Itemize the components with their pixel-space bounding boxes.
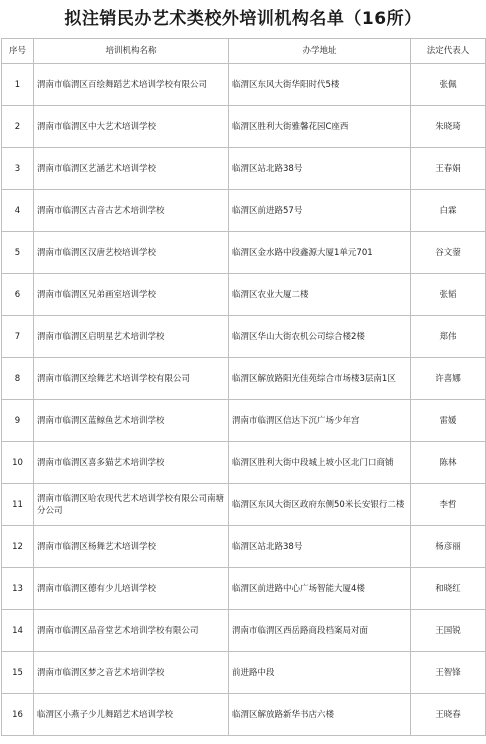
cell-institution-name: 渭南市临渭区百绘舞蹈艺术培训学校有限公司 [34,64,229,106]
cell-representative: 张韬 [411,274,486,316]
cell-serial: 11 [2,484,34,526]
cell-institution-name: 渭南市临渭区绘舞艺术培训学校有限公司 [34,358,229,400]
cell-serial: 9 [2,400,34,442]
cell-representative: 郑伟 [411,316,486,358]
cell-representative: 白霖 [411,190,486,232]
cell-representative: 王国锐 [411,610,486,652]
cell-representative: 和晓红 [411,568,486,610]
table-row [2,568,486,610]
cell-serial: 6 [2,274,34,316]
cell-serial: 7 [2,316,34,358]
cell-serial: 12 [2,526,34,568]
cell-address: 临渭区胜利大街雅馨花园C座西 [229,106,411,148]
table-row [2,190,486,232]
table-row [2,64,486,106]
cell-address: 临渭区解放路阳光佳苑综合市场楼3层南1区 [229,358,411,400]
cell-serial: 1 [2,64,34,106]
table-row [2,274,486,316]
table-row [2,106,486,148]
cell-representative: 陈林 [411,442,486,484]
cell-representative: 谷文蓥 [411,232,486,274]
table-row [2,358,486,400]
table-row [2,400,486,442]
cell-address: 临渭区东风大街区政府东侧50米长安银行二楼 [229,484,411,526]
cell-address: 临渭区农业大厦二楼 [229,274,411,316]
cell-institution-name: 渭南市临渭区梦之音艺术培训学校 [34,652,229,694]
table-row [2,232,486,274]
cell-institution-name: 渭南市临渭区启明星艺术培训学校 [34,316,229,358]
cell-serial: 14 [2,610,34,652]
cell-institution-name: 渭南市临渭区哈农现代艺术培训学校有限公司南塘分公司 [34,484,229,526]
cell-address: 渭南市临渭区信达下沉广场少年宫 [229,400,411,442]
cell-serial: 16 [2,694,34,736]
cell-serial: 8 [2,358,34,400]
cell-address: 临渭区站北路38号 [229,526,411,568]
cell-institution-name: 渭南市临渭区蓝鲸鱼艺术培训学校 [34,400,229,442]
cell-representative: 王春娟 [411,148,486,190]
cell-institution-name: 渭南市临渭区兄弟画室培训学校 [34,274,229,316]
cell-address: 临渭区金水路中段鑫源大厦1单元701 [229,232,411,274]
table-row [2,148,486,190]
cell-representative: 雷媛 [411,400,486,442]
table-row [2,316,486,358]
cell-serial: 15 [2,652,34,694]
cell-institution-name: 渭南市临渭区艺涵艺术培训学校 [34,148,229,190]
cell-address: 渭南市临渭区西岳路商段档案局对面 [229,610,411,652]
cell-address: 临渭区华山大街农机公司综合楼2楼 [229,316,411,358]
table-row [2,442,486,484]
cell-address: 临渭区胜利大街中段城上坡小区北门口商铺 [229,442,411,484]
table-row [2,652,486,694]
cell-serial: 4 [2,190,34,232]
cell-institution-name: 临渭区小燕子少儿舞蹈艺术培训学校 [34,694,229,736]
cell-institution-name: 渭南市临渭区古音古艺术培训学校 [34,190,229,232]
institution-table [1,38,486,736]
cell-representative: 李哲 [411,484,486,526]
document-title: 拟注销民办艺术类校外培训机构名单（16所） [64,9,422,29]
header-address: 办学地址 [229,39,411,64]
cell-institution-name: 渭南市临渭区汉唐艺校培训学校 [34,232,229,274]
cell-representative: 王晓春 [411,694,486,736]
table-header-row [2,39,486,64]
header-representative: 法定代表人 [411,39,486,64]
cell-address: 临渭区前进路中心广场智能大厦4楼 [229,568,411,610]
table-row [2,484,486,526]
header-name: 培训机构名称 [34,39,229,64]
table-row [2,610,486,652]
cell-address: 临渭区前进路57号 [229,190,411,232]
cell-address: 前进路中段 [229,652,411,694]
header-serial: 序号 [2,39,34,64]
cell-institution-name: 渭南市临渭区杨舞艺术培训学校 [34,526,229,568]
cell-representative: 王智锋 [411,652,486,694]
cell-representative: 杨彦丽 [411,526,486,568]
cell-institution-name: 渭南市临渭区喜多猫艺术培训学校 [34,442,229,484]
cell-serial: 10 [2,442,34,484]
cell-address: 临渭区解放路新华书店六楼 [229,694,411,736]
table-row [2,694,486,736]
table-row [2,526,486,568]
cell-serial: 5 [2,232,34,274]
cell-serial: 3 [2,148,34,190]
cell-institution-name: 渭南市临渭区品音堂艺术培训学校有限公司 [34,610,229,652]
cell-representative: 许喜娜 [411,358,486,400]
cell-institution-name: 渭南市临渭区德有少儿培训学校 [34,568,229,610]
cell-address: 临渭区东风大街华阳时代5楼 [229,64,411,106]
cell-address: 临渭区站北路38号 [229,148,411,190]
cell-representative: 张佩 [411,64,486,106]
cell-institution-name: 渭南市临渭区中大艺术培训学校 [34,106,229,148]
cell-serial: 13 [2,568,34,610]
cell-serial: 2 [2,106,34,148]
cell-representative: 朱晓琦 [411,106,486,148]
